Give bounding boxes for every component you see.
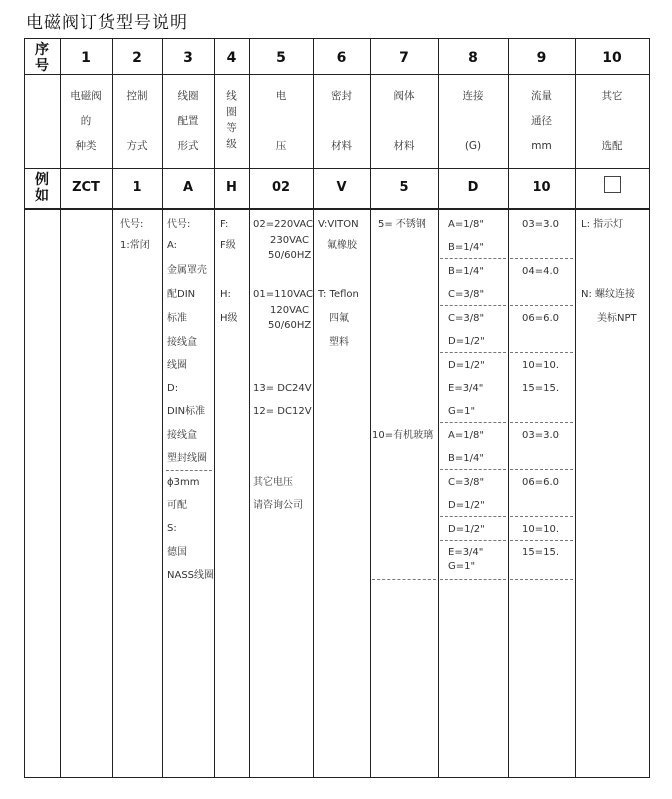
col4-line: H级: [220, 313, 238, 324]
col8-line: G=1": [448, 561, 476, 572]
col-number-9: 9: [536, 50, 547, 66]
col8-line: D=1/2": [448, 336, 485, 347]
col9-line: 06=6.0: [522, 313, 560, 324]
col-number-3: 3: [183, 50, 193, 66]
col-desc-2: [112, 90, 162, 152]
col3-line: 配DIN: [167, 289, 196, 300]
col5-line: 12= DC12V: [253, 406, 312, 417]
seq-label: [24, 42, 60, 74]
col-desc-8: [438, 90, 508, 152]
col8-line: D=1/2": [448, 360, 485, 371]
col-desc-7: [370, 90, 438, 152]
col9-line: 06=6.0: [522, 477, 560, 488]
col4-line: F级: [220, 240, 236, 251]
example-label-char-2: 如: [35, 188, 49, 204]
col-desc-line: 电: [275, 90, 287, 102]
col8-line: A=1/8": [448, 430, 484, 441]
example-value-2: 1: [132, 180, 142, 195]
col8-divider: [440, 516, 506, 517]
col-desc-line: 阀体: [393, 90, 415, 102]
col8-line: E=3/4": [448, 383, 484, 394]
col8-divider: [440, 540, 506, 541]
example-value-6: V: [336, 180, 347, 195]
col8-divider: [440, 579, 506, 580]
col5-line: 其它电压: [253, 477, 293, 488]
example-value-4: H: [226, 180, 237, 195]
col-desc-5: [249, 90, 313, 152]
col-desc-line: 线圈: [177, 90, 199, 102]
col8-line: B=1/4": [448, 266, 484, 277]
col-desc-line: 等: [226, 122, 237, 134]
col-desc-line: 选配: [601, 140, 623, 152]
col9-divider: [510, 469, 573, 470]
col8-divider: [440, 352, 506, 353]
col9-line: 10=10.: [522, 360, 560, 371]
col8-line: C=3/8": [448, 477, 485, 488]
col-number-5: 5: [276, 50, 286, 66]
col3-line: NASS线圈: [167, 570, 215, 581]
col3-line: DIN标准: [167, 406, 206, 417]
col3-divider: [166, 470, 212, 471]
example-value-1: ZCT: [72, 180, 100, 195]
col5-line: 50/60HZ: [268, 250, 312, 261]
page-title: 电磁阀订货型号说明: [26, 13, 188, 33]
col-desc-line: 密封: [331, 90, 352, 102]
col-desc-4: [214, 90, 249, 150]
col5-line: 50/60HZ: [268, 320, 312, 331]
col8-divider: [440, 258, 506, 259]
col3-line: 标准: [167, 313, 187, 324]
col6-line: 四氟: [329, 313, 349, 324]
example-value-9: 10: [532, 180, 551, 195]
order-code-table: [24, 38, 650, 778]
col8-line: C=3/8": [448, 313, 485, 324]
example-value-8: D: [467, 180, 479, 195]
col9-divider: [510, 305, 573, 306]
col5-line: 120VAC: [270, 305, 309, 316]
col4-line: F:: [220, 219, 229, 230]
col9-divider: [510, 516, 573, 517]
seq-label-char-2: 号: [35, 58, 49, 74]
col-desc-line: 材料: [331, 140, 352, 152]
col10-line: L: 指示灯: [581, 219, 624, 230]
col5-line: 请咨询公司: [253, 500, 303, 511]
col-desc-line: 压: [275, 140, 287, 152]
example-value-7: 5: [399, 180, 409, 195]
col6-line: 氟橡胶: [327, 240, 357, 251]
col3-line: D:: [167, 383, 179, 394]
col-desc-line: 通径: [531, 115, 552, 127]
col-number-1: 1: [81, 50, 91, 66]
col-desc-10: [575, 90, 649, 152]
col8-divider: [440, 305, 506, 306]
col9-divider: [510, 540, 573, 541]
col-number-4: 4: [226, 50, 237, 66]
col3-line: S:: [167, 523, 177, 534]
col-desc-line: 控制: [126, 90, 148, 102]
col5-line: 02=220VAC: [253, 219, 314, 230]
col10-line: N: 螺纹连接: [581, 289, 636, 300]
col-number-6: 6: [336, 50, 347, 66]
example-value-5: 02: [271, 180, 291, 195]
col9-line: 03=3.0: [522, 430, 560, 441]
col9-divider: [510, 422, 573, 423]
col8-divider: [440, 469, 506, 470]
col10-line: 美标NPT: [597, 313, 637, 324]
col9-divider: [510, 352, 573, 353]
col2-normally-closed: 1:常闭: [120, 240, 150, 251]
col-desc-line: 电磁阀: [70, 90, 102, 102]
col-number-8: 8: [468, 50, 478, 66]
col9-line: 15=15.: [522, 383, 560, 394]
col7-divider: [372, 579, 436, 580]
col-desc-9: [508, 90, 575, 152]
col-desc-line: mm: [531, 140, 552, 152]
col8-line: B=1/4": [448, 453, 484, 464]
col-desc-6: [313, 90, 370, 152]
col8-line: E=3/4": [448, 547, 484, 558]
col8-line: B=1/4": [448, 242, 484, 253]
col6-line: T: Teflon: [318, 289, 359, 300]
col3-line: 金属罩壳: [167, 265, 207, 276]
col7-line: 5= 不锈钢: [378, 219, 426, 230]
example-label: [24, 172, 60, 204]
col-desc-line: 圈: [226, 106, 237, 118]
col5-line: 01=110VAC: [253, 289, 314, 300]
col-desc-line: 级: [226, 138, 237, 150]
col8-line: D=1/2": [448, 500, 485, 511]
col9-divider: [510, 258, 573, 259]
col-desc-line: 方式: [126, 140, 148, 152]
col3-line: 可配: [167, 500, 187, 511]
col6-line: V:VITON: [318, 219, 359, 230]
col3-line: ϕ3mm: [167, 477, 200, 488]
example-label-char-1: 例: [35, 172, 49, 188]
col-desc-line: 线: [226, 90, 237, 102]
col3-line: A:: [167, 240, 178, 251]
col2-code-label: 代号:: [120, 219, 144, 230]
col8-divider: [440, 422, 506, 423]
col-desc-line: 材料: [393, 140, 415, 152]
col-desc-3: [162, 90, 214, 152]
col8-line: G=1": [448, 406, 476, 417]
col4-line: H:: [220, 289, 231, 300]
col5-line: 230VAC: [270, 235, 309, 246]
col9-line: 15=15.: [522, 547, 560, 558]
col9-line: 10=10.: [522, 524, 560, 535]
col8-line: D=1/2": [448, 524, 485, 535]
col-desc-line: 的: [80, 115, 92, 127]
col-number-2: 2: [132, 50, 142, 66]
col3-line: 塑封线圈: [167, 453, 207, 464]
col6-line: 塑料: [329, 337, 349, 348]
col-desc-line: 其它: [601, 90, 623, 102]
col-number-10: 10: [602, 50, 622, 66]
col8-line: A=1/8": [448, 219, 484, 230]
col-desc-1: [60, 90, 112, 152]
col7-line: 10=有机玻璃: [372, 430, 434, 441]
col-desc-line: 连接: [462, 90, 484, 102]
col-number-7: 7: [399, 50, 409, 66]
col3-line: 代号:: [167, 219, 191, 230]
example-value-3: A: [182, 180, 194, 195]
col-desc-line: 种类: [75, 140, 97, 152]
col3-line: 线圈: [167, 360, 187, 371]
col9-line: 04=4.0: [522, 266, 560, 277]
col9-divider: [510, 579, 573, 580]
option-checkbox[interactable]: [604, 176, 621, 193]
col8-line: C=3/8": [448, 289, 485, 300]
col-desc-line: 配置: [177, 115, 199, 127]
col-desc-line: 流量: [531, 90, 552, 102]
col-desc-line: 形式: [177, 140, 199, 152]
col-desc-line: (G): [464, 140, 482, 152]
col3-line: 接线盒: [167, 430, 197, 441]
col9-line: 03=3.0: [522, 219, 560, 230]
col5-line: 13= DC24V: [253, 383, 312, 394]
col3-line: 德国: [167, 547, 187, 558]
seq-label-char-1: 序: [35, 42, 49, 58]
col3-line: 接线盒: [167, 337, 197, 348]
